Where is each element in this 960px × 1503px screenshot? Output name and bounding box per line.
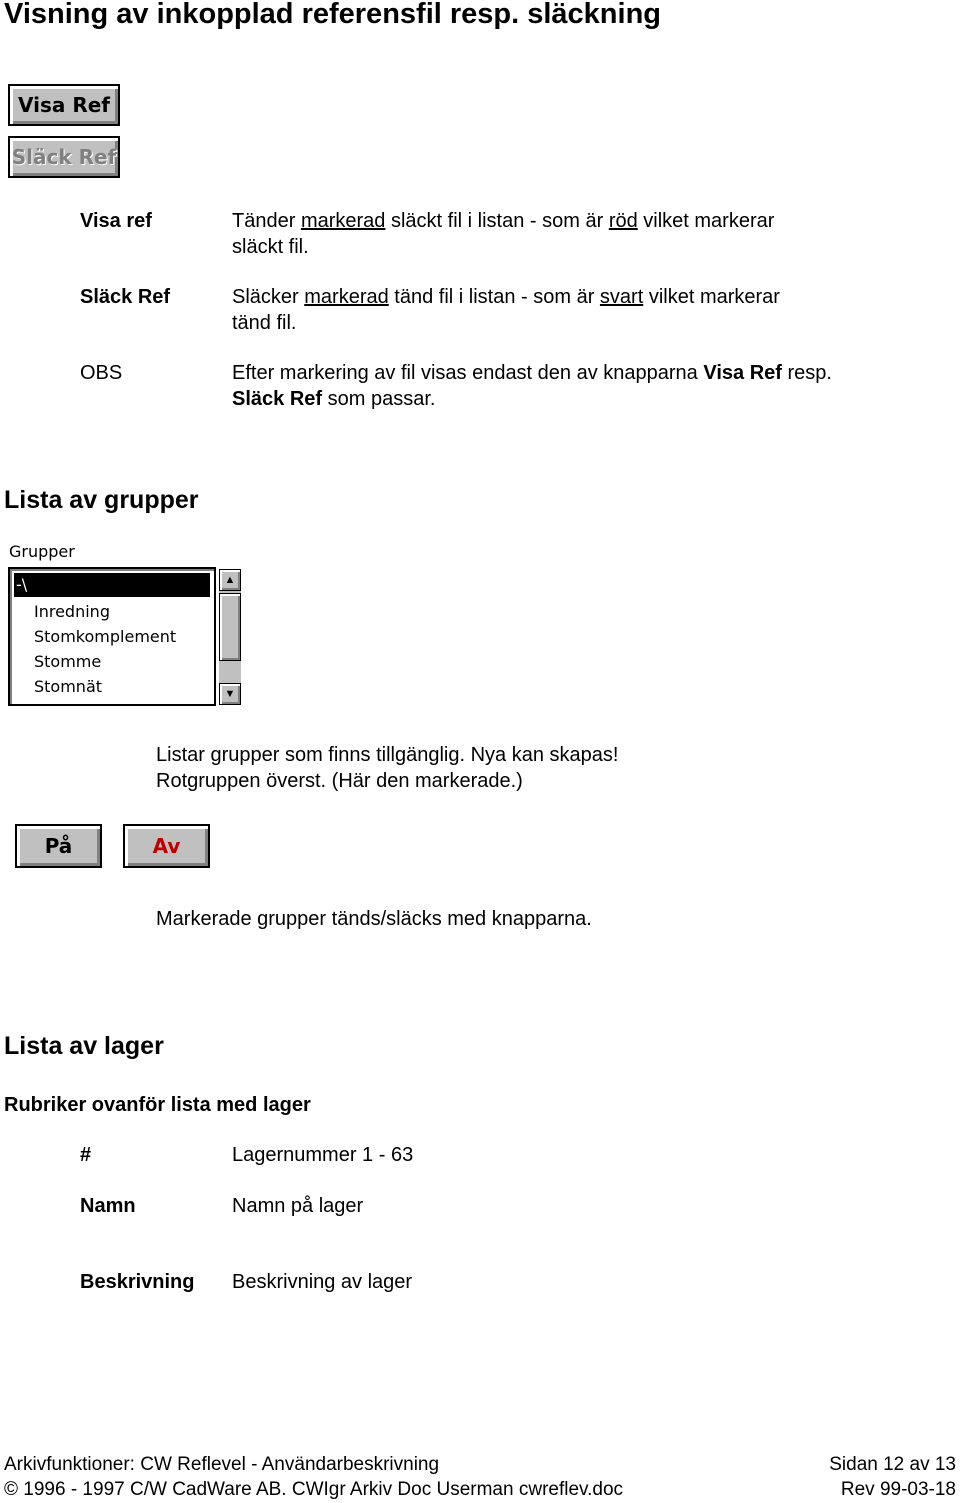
- list-item[interactable]: Inredning: [34, 602, 110, 621]
- scroll-thumb[interactable]: [219, 593, 241, 661]
- list-item[interactable]: Stomnät: [34, 677, 103, 696]
- layer-column-term: #: [80, 1144, 92, 1166]
- visa-ref-description: Tänder markerad släckt fil i listan - som är röd vilket markerar släckt fil.: [232, 210, 775, 258]
- groups-list-label: Grupper: [9, 542, 75, 561]
- footer-revision: Rev 99-03-18: [840, 1479, 956, 1500]
- groups-listbox[interactable]: [8, 567, 216, 706]
- buttons-description: Markerade grupper tänds/släcks med knapparna.: [156, 908, 592, 930]
- slack-ref-button[interactable]: Släck Ref: [8, 136, 120, 178]
- scroll-down-arrow-icon[interactable]: ▼: [219, 683, 241, 705]
- pa-button[interactable]: På: [15, 824, 102, 868]
- scroll-up-arrow-icon[interactable]: ▲: [219, 569, 241, 591]
- layer-column-term: Namn: [80, 1195, 136, 1217]
- obs-term: OBS: [80, 362, 123, 384]
- av-button[interactable]: Av: [123, 824, 210, 868]
- layer-column-desc: Beskrivning av lager: [232, 1271, 413, 1293]
- groups-description: Listar grupper som finns tillgänglig. Nya kan skapas! Rotgruppen överst. (Här den markerade.): [156, 744, 619, 792]
- footer-page-number: Sidan 12 av 13: [829, 1454, 956, 1475]
- visa-ref-button[interactable]: Visa Ref: [8, 84, 120, 126]
- obs-description: Efter markering av fil visas endast den av knapparna Visa Ref resp. Släck Ref som passar.: [232, 362, 832, 410]
- slack-ref-description: Släcker markerad tänd fil i listan - som är svart vilket markerar tänd fil.: [232, 286, 780, 334]
- layer-column-desc: Lagernummer 1 - 63: [232, 1144, 414, 1166]
- list-item[interactable]: Stomkomplement: [34, 627, 177, 646]
- visa-ref-term: Visa ref: [80, 210, 152, 232]
- page-title: Visning av inkopplad referensfil resp. släckning: [4, 0, 662, 30]
- layers-subheading: Rubriker ovanför lista med lager: [4, 1094, 311, 1116]
- groups-heading: Lista av grupper: [4, 486, 199, 514]
- footer-copyright: © 1996 - 1997 C/W CadWare AB. CWIgr Arkiv Doc Userman cwreflev.doc: [4, 1479, 624, 1500]
- layer-column-desc: Namn på lager: [232, 1195, 364, 1217]
- layer-column-term: Beskrivning: [80, 1271, 195, 1293]
- list-item[interactable]: Stomme: [34, 652, 102, 671]
- layers-heading: Lista av lager: [4, 1032, 164, 1060]
- footer-left-line1: Arkivfunktioner: CW Reflevel - Användarbeskrivning: [4, 1454, 440, 1475]
- list-item[interactable]: -\: [14, 573, 210, 597]
- slack-ref-term: Släck Ref: [80, 286, 171, 308]
